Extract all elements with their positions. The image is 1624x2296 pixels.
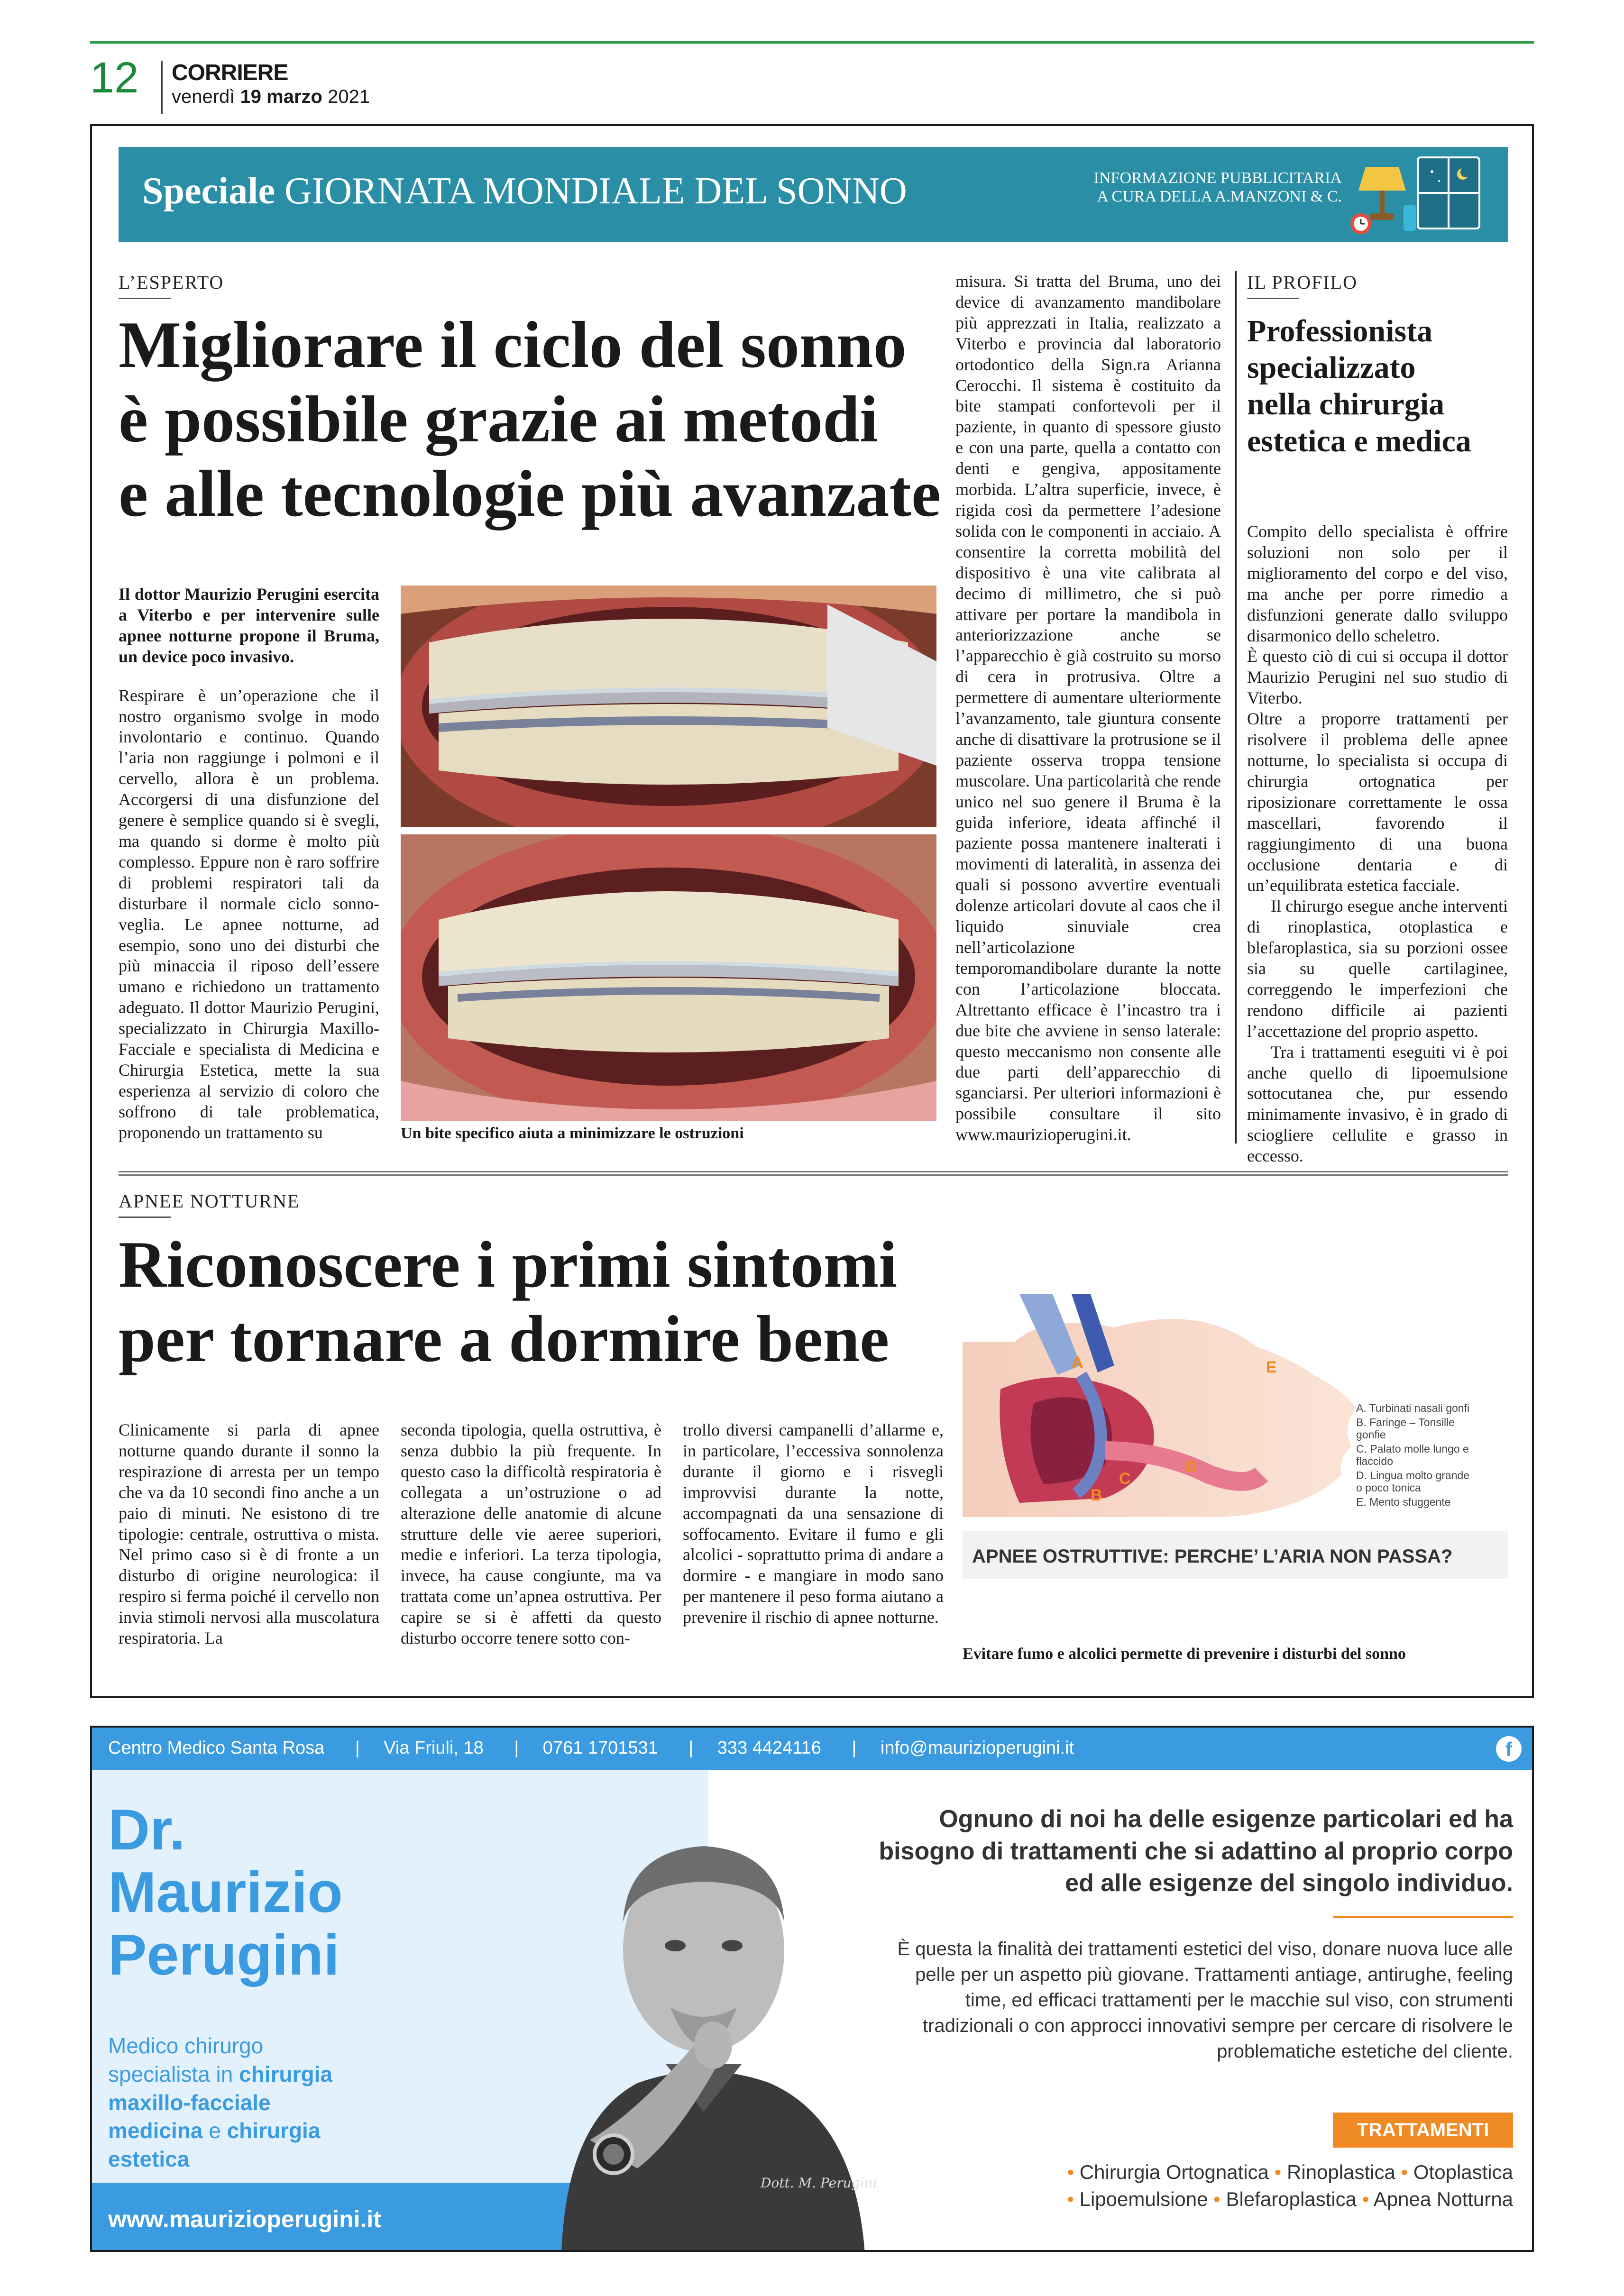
treatments-list — [897, 2159, 1513, 2213]
ad-headline: Ognuno di noi ha delle esigenze particolari ed ha bisogno di trattamenti che si adattino al proprio corpo ed alle esigenze del singolo individuo. — [879, 1805, 1513, 1897]
top-rule — [90, 41, 1534, 44]
publication-name: CORRIERE — [172, 60, 288, 85]
article1-col3-body: misura. Si tratta del Bruma, uno dei device di avanzamento mandibolare più apprezzati in Italia, realizzato a Viterbo e provincia dal laboratorio ortodontico della Sign.ra Arianna Cerocchi. Il sistema è costituito da bite stampati confortevoli per il paziente, in quanto di spessore giusto e con una parte, quella a contatto con denti e gengiva, appositamente morbida. L’altra superficie, invece, è rigida così da permettere l’adesione solida con le componenti in acciaio. A consentire la corretta mobilità del dispositivo è una vite calibrata al decimo di millimetro, che si può attivare per portare la mandibola in anteriorizzazione anche se l’apparecchio è già costruito su morso di cera in protrusiva. Oltre a permettere di aumentare ulteriormente l’avanzamento, tale giuntura consente anche di disattivare la protrusione se il paziente osserva troppa tensione muscolare. Una particolarità che rende unico nel suo genere il Bruma è la guida inferiore, ideata affinché il paziente possa mantenere inalterati i movimenti di lateralità, in assenza dei quali si possono avvertire eventuali dolenze articolari dovute al caos che il liquido sinuviale crea nell’articolazione temporomandibolare durante la notte con l’articolazione bloccata. Altrettanto efficace è l’incastro tra i due bite che avviene in senso laterale: questo meccanismo non consente alle due parti dell’apparecchio di sganciarsi. Per ulteriori informazioni è possibile consultare il sito www.maurizioperugini.it. — [955, 272, 1221, 1144]
diagram-label-e: E — [1266, 1358, 1277, 1376]
teeth-bite-photo-top — [401, 585, 936, 827]
article1-lead: Il dottor Maurizio Perugini esercita a Viterbo e per intervenire sulle apnee notturne propone il Bruma, un device poco invasivo. — [119, 585, 379, 666]
diagram-label-c: C — [1119, 1470, 1131, 1488]
ad-spec-line3: maxillo-facciale — [108, 2090, 271, 2115]
article2-kicker-rule — [119, 1217, 171, 1218]
ad-address: Via Friuli, 18 — [384, 1738, 484, 1758]
banner-title — [142, 170, 907, 213]
ad-spec-line2: specialista in chirurgia — [108, 2061, 332, 2086]
article1-kicker: L’ESPERTO — [119, 272, 224, 293]
dental-photo-top — [401, 585, 936, 827]
ad-sep-4: | — [852, 1738, 857, 1758]
page-number: 12 — [90, 54, 139, 102]
article1-kicker-rule — [119, 298, 171, 299]
article2-column2: seconda tipologia, quella ostruttiva, è senza dubbio la più frequente. In questo caso la difficoltà respiratoria è collegata a un’ostruzione o ad alterazione delle anatomie di alcune strutture delle vie aeree superiori, medie e inferiori. La terza tipologia, invece, ha cause congiunte, ma va trattata come un’apnea ostruttiva. Per capire se si è affetti da questo disturbo occorre tenere sotto con- — [401, 1420, 661, 1648]
diagram-legend-6: D. Lingua molto grande — [1356, 1469, 1470, 1482]
ad-phone1: 0761 1701531 — [542, 1738, 658, 1758]
profile-kicker: IL PROFILO — [1247, 272, 1358, 293]
airway-diagram — [963, 1294, 1508, 1607]
profile-body1: Compito dello specialista è offrire soluzioni non solo per il miglioramento del corpo e del viso, ma anche per porre rimedio a disfunzioni generate dallo sviluppo disarmonico dello scheletro. — [1247, 522, 1508, 645]
date-bold: 19 marzo — [240, 86, 322, 107]
ad-email: info@maurizioperugini.it — [880, 1738, 1074, 1758]
profile-headline-line4: estetica e medica — [1247, 423, 1471, 458]
diagram-legend-4: C. Palato molle lungo e — [1356, 1443, 1469, 1455]
banner-info-line2: A CURA DELLA A.MANZONI & C. — [1097, 188, 1342, 206]
ad-name-line2: Maurizio — [108, 1859, 343, 1924]
teeth-bite-photo-bottom — [401, 834, 936, 1121]
banner-title-text: GIORNATA MONDIALE DEL SONNO — [284, 170, 907, 212]
profile-body3: Oltre a proporre trattamenti per risolvere il problema delle apnee notturne, lo specialista si occupa di chirurgia ortognatica per riposizionare correttamente le ossa mascellari, favorendo il raggiungimento di una buona occlusione dentaria e di un’equilibrata estetica facciale. — [1247, 709, 1508, 895]
banner-info-line1: INFORMAZIONE PUBBLICITARIA — [1093, 169, 1342, 187]
treatment-4: Lipoemulsione — [1079, 2187, 1208, 2210]
profile-column — [1247, 521, 1508, 1167]
treatment-5: Blefaroplastica — [1226, 2187, 1357, 2210]
dental-photo-bottom — [401, 834, 936, 1121]
ad-sep-2: | — [514, 1738, 519, 1758]
advertisement — [90, 1726, 1534, 2252]
diagram-legend-7: o poco tonica — [1356, 1482, 1421, 1494]
profile-kicker-rule — [1247, 298, 1299, 299]
section-banner — [119, 147, 1508, 242]
article1-headline — [119, 308, 941, 531]
article2-diagram-caption: Evitare fumo e alcolici permette di prevenire i disturbi del sonno — [963, 1645, 1406, 1663]
article1-column1 — [119, 584, 379, 1143]
profile-body5: Tra i trattamenti eseguiti vi è poi anche quello di lipoemulsione sottocutanea che, pur essendo minimamente invasivo, è in grado di sciogliere cellulite e grasso in eccesso. — [1247, 1042, 1508, 1166]
ad-name-line3: Perugini — [108, 1922, 340, 1987]
profile-headline-line3: nella chirurgia — [1247, 387, 1445, 422]
article1-headline-line1: Migliorare il ciclo del sonno — [119, 308, 907, 382]
publication-date — [172, 87, 370, 106]
article2-headline-line2: per tornare a dormire bene — [119, 1302, 890, 1376]
ad-website-link[interactable]: www.maurizioperugini.it — [108, 2206, 381, 2232]
article1-photo-caption: Un bite specifico aiuta a minimizzare le ostruzioni — [401, 1125, 744, 1142]
treatment-2: Rinoplastica — [1287, 2161, 1395, 2183]
diagram-legend-8: E. Mento sfuggente — [1356, 1496, 1451, 1508]
bedroom-illustration — [1347, 153, 1489, 238]
doctor-portrait — [495, 1780, 912, 2252]
treatment-6: Apnea Notturna — [1373, 2187, 1513, 2210]
profile-headline — [1247, 313, 1471, 459]
ad-spec-line5: estetica — [108, 2147, 190, 2172]
ad-spec-line4: medicina e chirurgia — [108, 2118, 321, 2143]
diagram-label-d: D — [1185, 1458, 1197, 1476]
article1-col1-body: Respirare è un’operazione che il nostro organismo svolge in modo involontario e continuo. Quando l’aria non raggiunge i polmoni e il cervello, allora è un problema. Accorgersi di una disfunzione del genere è semplice quando si è svegli, ma quando si dorme è molto più complesso. Eppure non è raro soffrire di problemi respiratori tali da disturbare il normale ciclo sonno-veglia. Le apnee notturne, ad esempio, sono uno dei disturbi che più minaccia il riposo dell’essere umano e richiedono un trattamento adeguato. Il dottor Maurizio Perugini, specializzato in Chirurgia Maxillo-Facciale e specialista di Medicina e Chirurgia Estetica, mette la sua esperienza al servizio di coloro che soffrono di tale problematica, proponendo un trattamento su — [119, 686, 379, 1142]
date-day: venerdì — [172, 86, 235, 107]
article2-kicker: APNEE NOTTURNE — [119, 1190, 300, 1212]
diagram-legend-3: gonfie — [1356, 1428, 1386, 1441]
portrait-signature: Dott. M. Perugini — [761, 2175, 877, 2191]
ad-name-line1: Dr. — [108, 1797, 185, 1862]
ad-phone2: 333 4424116 — [717, 1738, 821, 1758]
profile-divider — [1235, 271, 1237, 1143]
ad-clinic-name: Centro Medico Santa Rosa — [108, 1738, 325, 1758]
facebook-icon[interactable]: f — [1496, 1736, 1522, 1762]
ad-sep-1: | — [355, 1738, 360, 1758]
banner-info — [1094, 169, 1342, 206]
article2-headline-line1: Riconoscere i primi sintomi — [119, 1228, 898, 1301]
article1-headline-line2: è possibile grazie ai metodi — [119, 382, 879, 456]
profile-headline-line2: specializzato — [1247, 350, 1416, 385]
ad-specialization — [108, 2032, 332, 2174]
publication-box — [172, 62, 370, 106]
masthead-divider — [161, 61, 163, 114]
article2-column1: Clinicamente si parla di apnee notturne quando durante il sonno la respirazione di arresta per un tempo che va da 10 secondi fino anche a un paio di minuti. Ne esistono di tre tipologie: centrale, ostruttiva o mista. Nel primo caso si è di fronte a un disturbo di origine neurologica: il respiro si ferma poiché il cervello non invia stimoli nervosi alla muscolatura respiratoria. La — [119, 1420, 379, 1648]
banner-speciale: Speciale — [142, 170, 275, 212]
article1-column3 — [955, 271, 1221, 1145]
article2-column3: trollo diversi campanelli d’allarme e, in particolare, l’eccessiva sonnolenza durante il giorno e i risvegli improvvisi durante la notte, accompagnati da una sensazione di soffocamento. Evitare il fumo e gli alcolici - soprattutto prima di andare a dormire - e mangiare in modo sano per mantenere il peso forma aiutano a prevenire il rischio di apnee notturne. — [683, 1420, 944, 1627]
article2-headline — [119, 1228, 897, 1377]
date-year: 2021 — [328, 86, 370, 107]
diagram-legend-5: flaccido — [1356, 1455, 1393, 1467]
ad-contact-bar — [92, 1728, 1532, 1770]
ad-body: È questa la finalità dei trattamenti estetici del viso, donare nuova luce alle pelle per un aspetto più giovane. Trattamenti antiage, antirughe, feeling time, ed efficaci trattamenti per le macchie sul viso, con strumenti tradizionali o con approcci innovativi sempre per cercare di risolvere le problematiche estetiche del cliente. — [897, 1939, 1513, 2062]
article1-headline-line3: e alle tecnologie più avanzate — [119, 457, 941, 531]
profile-body2: È questo ciò di cui si occupa il dottor Maurizio Perugini nel suo studio di Viterbo. — [1247, 647, 1508, 708]
diagram-legend-2: B. Faringe – Tonsille — [1356, 1416, 1455, 1428]
treatment-1: Chirurgia Ortognatica — [1079, 2161, 1269, 2183]
profile-body4: Il chirurgo esegue anche interventi di rinoplastica, otoplastica e blefaroplastica, sia su porzioni ossee sia su quelle cartilaginee, correggendo le imperfezioni che rendono difficile ai pazienti l’accettazione del proprio aspetto. — [1247, 896, 1508, 1041]
diagram-label-b: B — [1091, 1486, 1102, 1504]
ad-doctor-name — [108, 1799, 343, 1986]
treatments-row2: • Lipoemulsione • Blefaroplastica • Apnea Notturna — [1067, 2187, 1513, 2210]
treatments-label: TRATTAMENTI — [1333, 2113, 1513, 2148]
ad-sep-3: | — [688, 1738, 694, 1758]
diagram-legend-1: A. Turbinati nasali gonfi — [1356, 1402, 1470, 1414]
ad-accent-line — [1333, 1916, 1513, 1918]
apnea-diagram — [963, 1294, 1508, 1607]
diagram-label-a: A — [1072, 1354, 1083, 1372]
section-divider — [119, 1171, 1508, 1176]
diagram-title: APNEE OSTRUTTIVE: PERCHE’ L’ARIA NON PASSA? — [972, 1546, 1453, 1567]
ad-spec-line1: Medico chirurgo — [108, 2033, 264, 2058]
profile-headline-line1: Professionista — [1247, 314, 1433, 348]
treatment-3: Otoplastica — [1413, 2161, 1513, 2183]
ad-contact-text — [108, 1738, 1081, 1758]
treatments-row1: • Chirurgia Ortognatica • Rinoplastica • Otoplastica — [1067, 2161, 1513, 2183]
